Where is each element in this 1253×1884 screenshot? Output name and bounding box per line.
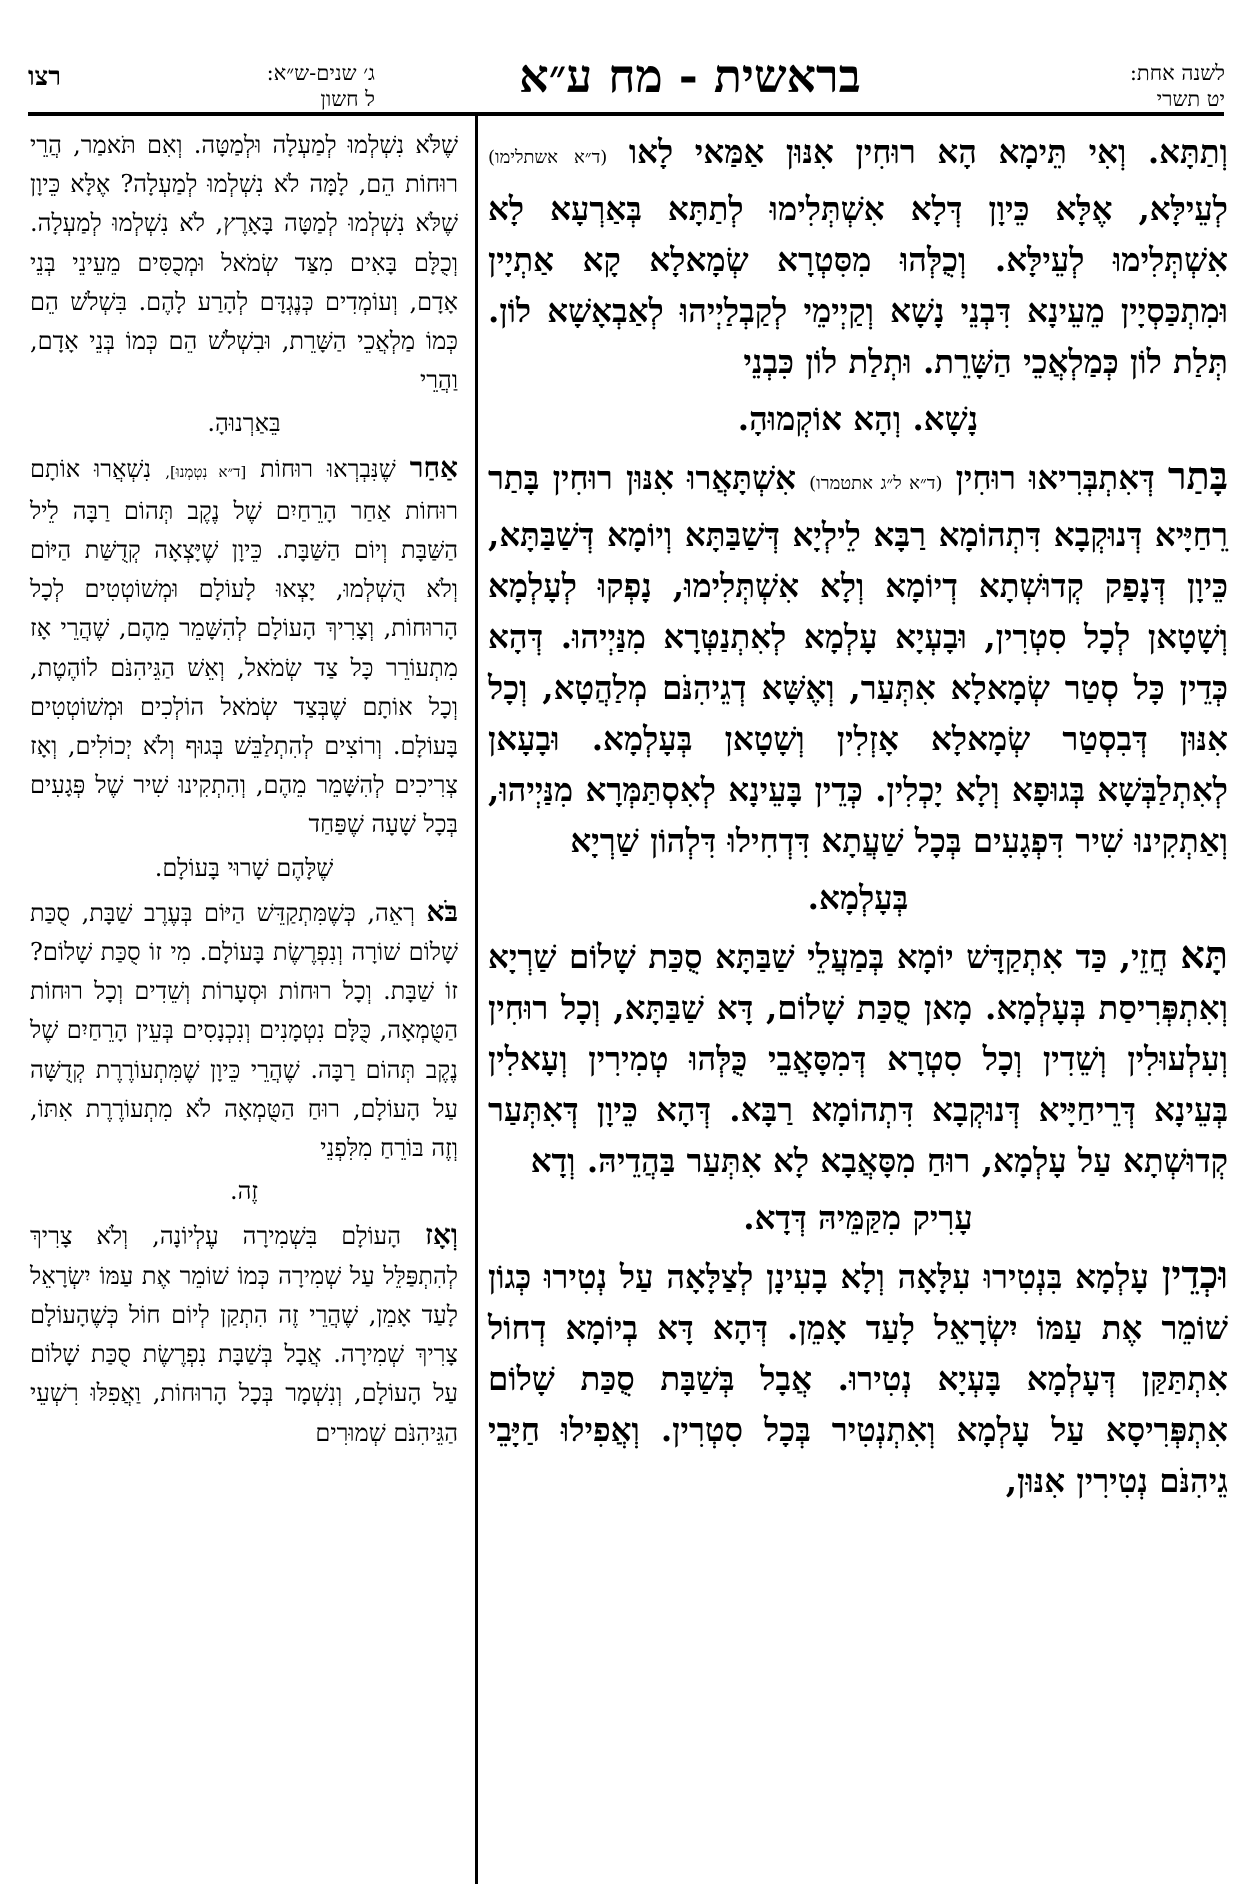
comm-p2-variant-note: [ד״א נִטְמְנוּ], <box>165 462 247 481</box>
comm-p3-closing: זֶה. <box>229 1177 259 1206</box>
comm-paragraph-4 <box>30 1215 458 1452</box>
main-p1-variant-note: (ד״א אשתלימו) <box>488 147 608 168</box>
main-p1-closing: נָשָׁא. וְהָא אוֹקְמוּהָ. <box>737 399 979 438</box>
main-p2-text-a: דְּאִתְבְּרִיאוּ רוּחִין <box>955 458 1155 497</box>
main-p4-text-a: עָלְמָא בִּנְטִירוּ עִלָּאָה וְלָא בָעִינָן לְצַלָּאָה עַל נְטִירוּ כְּגוֹן שׁוֹמֵר אֶת עַמּוֹ יִשְׂרָאֵל לָעַד אָמֵן. דְּהָא דָּא בְיוֹמָא דְחוֹל אִתְתַּקַּן דְּעָלְמָא בָּעְיָא נְטִירוּ. אֲבָל בְּשַׁבָּת סֻכַּת שָׁלוֹם אִתְפְּרִיסָא עַל עָלְמָא וְאִתְנְטִיר בְּכָל סִטְרִין. וְאֲפִילוּ חַיָּבֵי גֵיהִנֹּם נְטִירִין אִנּוּן, <box>488 1257 1228 1500</box>
header-rule <box>28 112 1224 116</box>
main-p2-variant-note: (ד״א ל״ג אתטמרו) <box>809 473 943 494</box>
schedule-right-line1: לשנה אחת: <box>1129 61 1225 85</box>
main-text-column <box>488 126 1228 1512</box>
comm-p4-text-a: הָעוֹלָם בִּשְׁמִירָה עֶלְיוֹנָה, וְלֹא צָרִיךְ לְהִתְפַּלֵּל עַל שְׁמִירָה כְּמוֹ שׁוֹמֵר אֶת עַמּוֹ יִשְׂרָאֵל לָעַד אָמֵן, שֶׁהֲרֵי זֶה הִתְקַן לְיוֹם חוֹל כְּשֶׁהָעוֹלָם צָרִיךְ שְׁמִירָה. אֲבָל בְּשַׁבָּת נִפְרֶשֶׂת סֻכַּת שָׁלוֹם עַל הָעוֹלָם, וְנִשְׁמָר בְּכָל הָרוּחוֹת, וַאֲפִלּוּ רִשְׁעֵי הַגֵּיהִנֹּם שְׁמוּרִים <box>30 1222 458 1447</box>
page-title: בראשית - מח ע״א <box>519 49 861 103</box>
schedule-right-line2: יט תשרי <box>1156 87 1225 111</box>
comm-paragraph-1 <box>30 126 458 400</box>
comm-paragraph-3 <box>30 892 458 1168</box>
main-p2-lead-word: בָּתַר <box>1167 453 1228 498</box>
main-paragraph-3 <box>488 929 1228 1186</box>
commentary-column <box>30 126 458 1457</box>
column-divider <box>475 116 478 1884</box>
main-p3-text-a: חֲזֵי, כַּד אִתְקַדָּשׁ יוֹמָא בְּמַעֲלֵי שַׁבַּתָּא סֻכַּת שָׁלוֹם שַׁרְיָא וְאִתְפְּרִיסַת בְּעָלְמָא. מָאן סֻכַּת שָׁלוֹם, דָּא שַׁבַּתָּא, וְכָל רוּחִין וְעִלְעוּלִין וְשֵׁדִין וְכָל סִטְרָא דְּמִסָּאֲבֵי כֻּלְּהוּ טְמִירִין וְעָאלִין בְּעֵינָא דְּרֵיחַיָּיא דְּנוּקְבָא דִּתְהוֹמָא רַבָּא. דְּהָא כֵּיוָן דְּאִתְּעַר קְדוּשְׁתָא עַל עָלְמָא, רוּחַ מִסָּאֲבָא לָא אִתְּעַר בַּהֲדֵיהּ. וְדָא <box>488 937 1228 1180</box>
main-p2-text-b: אִשְׁתָּאֲרוּ אִנּוּן רוּחִין בָּתַר רֵחַיָּיא דְּנוּקְבָא דִּתְהוֹמָא רַבָּא לֵילְיָא דְּשַׁבַּתָּא וְיוֹמָא דְּשַׁבַּתָּא, כֵּיוָן דְּנָפַק קְדוּשְׁתָא דְיוֹמָא וְלָא אִשְׁתְּלִימוּ, נָפְקוּ לְעָלְמָא וְשָׁטָאן לְכָל סִטְרִין, וּבָעְיָא עָלְמָא לְאִתְנַטְּרָא מִנַּיְיהוּ. דְּהָא כְּדֵין כָּל סְטַר שְׂמָאלָא אִתְּעַר, וְאֶשָּׁא דְגֵיהִנֹּם מְלַהֲטָא, וְכָל אִנּוּן דְּבִסְטַר שְׂמָאלָא אָזְלִין וְשָׁטָאן בְּעָלְמָא. וּבָעָאן לְאִתְלַבְּשָׁא בְּגוּפָא וְלָא יָכְלִין. כְּדֵין בָּעֵינָא לְאִסְתַּמְּרָא מִנַּיְיהוּ, וְאַתְקִינוּ שִׁיר דִּפְגָעִים בְּכָל שַׁעֲתָא דִּדְחִילוּ דִּלְהוֹן שַׁרְיָא <box>488 458 1228 860</box>
comm-p2-text-a: שֶׁנִּבְרְאוּ רוּחוֹת <box>260 454 396 483</box>
main-paragraph-2 <box>488 450 1228 866</box>
comm-p1-text: שֶׁלֹּא נִשְׁלְמוּ לְמַעְלָה וּלְמַטָּה. וְאִם תֹּאמַר, הֲרֵי רוּחוֹת הֵם, לָמָּה לֹא נִשְׁלְמוּ לְמַעְלָה? אֶלָּא כֵּיוָן שֶׁלֹּא נִשְׁלְמוּ לְמַטָּה בָּאָרֶץ, לֹא נִשְׁלְמוּ לְמַעְלָה. וְכֻלָּם בָּאִים מִצַּד שְׂמֹאל וּמְכֻסִּים מֵעֵינֵי בְּנֵי אָדָם, וְעוֹמְדִים כְּנֶגְדָּם לְהָרַע לָהֶם. בִּשְׁלֹשׁ הֵם כְּמוֹ מַלְאֲכֵי הַשָּׁרֵת, וּבִשְׁלֹשׁ הֵם כְּמוֹ בְּנֵי אָדָם, וַהֲרֵי <box>30 131 458 395</box>
main-p4-lead-word: וּכְדֵין <box>1161 1252 1228 1297</box>
main-p3-closing: עָרִיק מִקַּמֵּיהּ דְּדָא. <box>743 1198 973 1237</box>
comm-p2-lead-word: אַחַר <box>409 450 458 484</box>
main-p3-lead-word: תָּא <box>1180 932 1228 977</box>
main-p1-text-b: לְעֵילָּא, אֶלָּא כֵּיוָן דְּלָא אִשְׁתְּלִימוּ לְתַתָּא בְּאַרְעָא לָא אִשְׁתְּלִימוּ לְעֵילָּא. וְכֻלְּהוּ מִסִּטְרָא שְׂמָאלָא קָא אַתְיָין וּמִתְכַּסְיָין מֵעֵינָא דִּבְנֵי נָשָׁא וְקַיְימֵי לְקַבְלַיְיהוּ לְאַבְאָשָׁא לוֹן. תְּלַת לוֹן כְּמַלְאֲכֵי הַשָּׁרֵת. וּתְלַת לוֹן כִּבְנֵי <box>488 189 1228 381</box>
comm-p1-closing: בֵּאַרְנוּהָ. <box>207 409 281 438</box>
comm-p2-closing: שֶׁלָּהֶם שָׁרוּי בָּעוֹלָם. <box>154 853 334 882</box>
comm-p4-lead-word: וְאָז <box>425 1218 458 1252</box>
page-number: רצו <box>28 62 62 92</box>
main-p1-text-a: וְתַתָּא. וְאִי תֵּימָא הָא רוּחִין אִנּוּן אַמַּאי לָאו <box>628 132 1228 171</box>
comm-p3-text-a: רְאֵה, כְּשֶׁמִּתְקַדֵּשׁ הַיּוֹם בְּעֶרֶב שַׁבָּת, סֻכַּת שָׁלוֹם שׁוֹרָה וְנִפְרֶשֶׂת בָּעוֹלָם. מִי זוֹ סֻכַּת שָׁלוֹם? זוֹ שַׁבָּת. וְכָל רוּחוֹת וּסְעָרוֹת וְשֵׁדִים וְכָל רוּחוֹת הַטֻּמְאָה, כֻּלָּם נִטְמָנִים וְנִכְנָסִים בְּעֵין הָרֵחַיִם שֶׁל נֶקֶב תְּהוֹם רַבָּה. שֶׁהֲרֵי כֵּיוָן שֶׁמִּתְעוֹרֶרֶת קְדֻשָּׁה עַל הָעוֹלָם, רוּחַ הַטֻּמְאָה לֹא מִתְעוֹרֶרֶת אִתּוֹ, וְזֶה בּוֹרֵחַ מִלִּפְנֵי <box>30 898 458 1163</box>
comm-p2-text-b: נִשְׁאֲרוּ אוֹתָם רוּחוֹת אַחַר הָרֵחַיִם שֶׁל נֶקֶב תְּהוֹם רַבָּה לֵיל הַשַּׁבָּת וְיוֹם הַשַּׁבָּת. כֵּיוָן שֶׁיָּצְאָה קְדֻשַּׁת הַיּוֹם וְלֹא הֻשְׁלְמוּ, יָצְאוּ לָעוֹלָם וּמְשׁוֹטְטִים לְכָל הָרוּחוֹת, וְצָרִיךְ הָעוֹלָם לְהִשָּׁמֵר מֵהֶם, שֶׁהֲרֵי אָז מִתְעוֹרֵר כָּל צַד שְׂמֹאל, וְאֵשׁ הַגֵּיהִנֹּם לוֹהֶטֶת, וְכָל אוֹתָם שֶׁבְּצַד שְׂמֹאל הוֹלְכִים וּמְשׁוֹטְטִים בָּעוֹלָם. וְרוֹצִים לְהִתְלַבֵּשׁ בְּגוּף וְלֹא יְכוֹלִים, וְאָז צְרִיכִים לְהִשָּׁמֵר מֵהֶם, וְהִתְקִינוּ שִׁיר שֶׁל פְּגָעִים בְּכָל שָׁעָה שֶׁפַּחַד <box>30 454 458 839</box>
schedule-left-line2: ל חשון <box>320 87 375 111</box>
main-p2-closing: בְּעָלְמָא. <box>807 878 909 917</box>
main-paragraph-4 <box>488 1249 1228 1506</box>
comm-p3-lead-word: בֹּא <box>426 894 458 928</box>
study-schedule-right <box>1020 60 1225 112</box>
study-schedule-left <box>225 60 375 112</box>
schedule-left-line1: ג׳ שנים-ש״א: <box>266 61 375 85</box>
main-paragraph-1 <box>488 126 1228 387</box>
comm-paragraph-2 <box>30 448 458 845</box>
